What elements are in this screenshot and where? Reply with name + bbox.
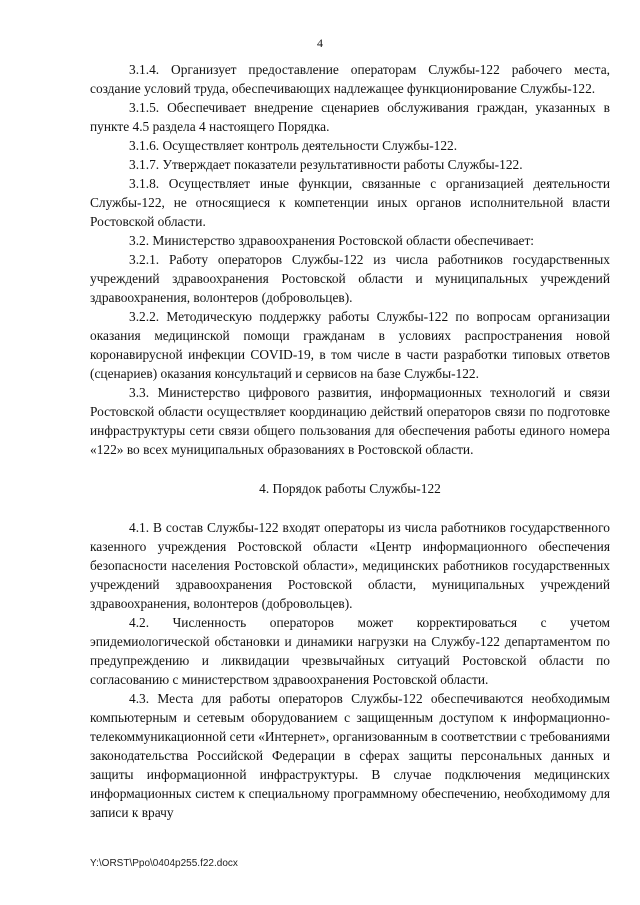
paragraph-4-3: 4.3. Места для работы операторов Службы-122 обеспечиваются необходимым компьютерным и сетевым оборудованием с защищенным доступом к информационно-телекоммуникационной сети «Интернет», организованным в соответствии с требованиями законодательства Российской Федерации в сферах защиты персональных данных и защиты информационной инфраструктуры. В случае подключения медицинских информационных систем к специальному программному обеспечению, необходимому для записи к врачу	[90, 691, 610, 820]
paragraph-3-2: 3.2. Министерство здравоохранения Ростовской области обеспечивает:	[129, 233, 535, 248]
document-body	[90, 60, 610, 822]
paragraph-3-3: 3.3. Министерство цифрового развития, информационных технологий и связи Ростовской области осуществляет координацию действий операторов связи по подготовке инфраструктуры сети связи общего пользования для обеспечения работы единого номера «122» во всех муниципальных образованиях в Ростовской области.	[90, 385, 610, 457]
paragraph-3-2-2: 3.2.2. Методическую поддержку работы Службы-122 по вопросам организации оказания медицинской помощи гражданам в условиях распространения новой коронавирусной инфекции COVID-19, в том числе в части разработки типовых ответов (сценариев) оказания консультаций и сервисов на базе Службы-122.	[90, 309, 610, 381]
paragraph-3-1-6: 3.1.6. Осуществляет контроль деятельности Службы-122.	[129, 138, 458, 153]
paragraph-3-1-4: 3.1.4. Организует предоставление операторам Службы-122 рабочего места, создание условий труда, обеспечивающих надлежащее функционирование Службы-122.	[90, 62, 610, 96]
paragraph-3-1-8: 3.1.8. Осуществляет иные функции, связанные с организацией деятельности Службы-122, не относящиеся к компетенции иных органов исполнительной власти Ростовской области.	[90, 176, 610, 229]
paragraph-4-2: 4.2. Численность операторов может корректироваться с учетом эпидемиологической обстановки и динамики нагрузки на Службу-122 департаментом по предупреждению и ликвидации чрезвычайных ситуаций Ростовской области по согласованию с министерством здравоохранения Ростовской области.	[90, 615, 610, 687]
paragraph-4-1: 4.1. В состав Службы-122 входят операторы из числа работников государственного казенного учреждения Ростовской области «Центр информационного обеспечения безопасности населения Ростовской области», медицинских работников государственных учреждений здравоохранения Ростовской области, муниципальных учреждений здравоохранения, волонтеров (добровольцев).	[90, 520, 610, 611]
section-title: 4. Порядок работы Службы-122	[259, 481, 441, 496]
paragraph-3-2-1: 3.2.1. Работу операторов Службы-122 из числа работников государственных учреждений здравоохранения Ростовской области и муниципальных учреждений здравоохранения, волонтеров (добровольцев).	[90, 252, 610, 305]
paragraph-3-1-7: 3.1.7. Утверждает показатели результативности работы Службы-122.	[129, 157, 523, 172]
paragraph-3-1-5: 3.1.5. Обеспечивает внедрение сценариев обслуживания граждан, указанных в пункте 4.5 раздела 4 настоящего Порядка.	[90, 100, 610, 134]
page-number: 4	[317, 36, 323, 50]
footer-file-path: Y:\ORST\Ppo\0404p255.f22.docx	[90, 858, 238, 869]
